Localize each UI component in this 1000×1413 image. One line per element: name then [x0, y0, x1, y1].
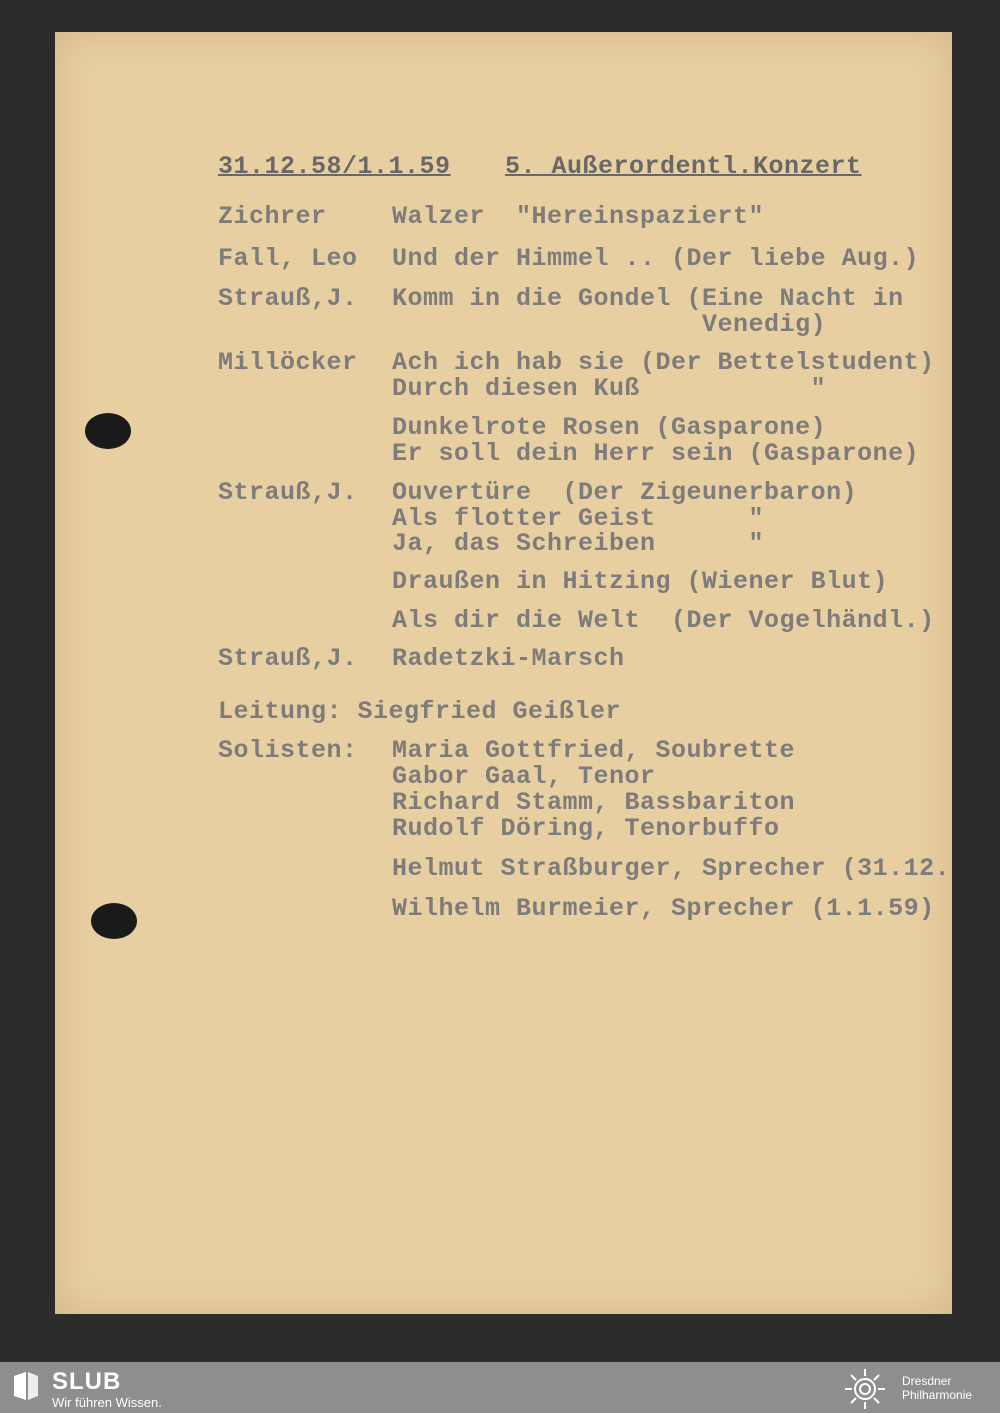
work-line: Venedig): [392, 310, 827, 339]
work-line: Ouvertüre (Der Zigeunerbaron): [392, 478, 858, 507]
work-line: Er soll dein Herr sein (Gasparone): [392, 439, 920, 468]
book-icon: [12, 1370, 40, 1402]
footer-bar: [0, 1362, 1000, 1413]
work-line: Und der Himmel .. (Der liebe Aug.): [392, 244, 920, 273]
soloist: Helmut Straßburger, Sprecher (31.12.: [392, 854, 951, 883]
work-line: Radetzki-Marsch: [392, 644, 625, 673]
header-title: 5. Außerordentl.Konzert: [505, 152, 862, 181]
header-date: 31.12.58/1.1.59: [218, 152, 451, 181]
philharmonie-logo-icon: [843, 1367, 887, 1411]
conductor: Leitung: Siegfried Geißler: [218, 697, 622, 726]
slub-brand: SLUB: [52, 1368, 122, 1395]
soloist: Maria Gottfried, Soubrette: [392, 736, 796, 765]
composer: Strauß,J.: [218, 284, 358, 313]
composer: Strauß,J.: [218, 644, 358, 673]
work-line: Durch diesen Kuß ": [392, 374, 827, 403]
work-line: Ach ich hab sie (Der Bettelstudent): [392, 348, 935, 377]
philharmonie-brand: [902, 1374, 972, 1402]
soloist: Wilhelm Burmeier, Sprecher (1.1.59): [392, 894, 935, 923]
soloist: Gabor Gaal, Tenor: [392, 762, 656, 791]
composer: Millöcker: [218, 348, 358, 377]
slub-tagline: Wir führen Wissen.: [52, 1395, 162, 1410]
composer: Zichrer: [218, 202, 327, 231]
work-line: Dunkelrote Rosen (Gasparone): [392, 413, 827, 442]
composer: Strauß,J.: [218, 478, 358, 507]
soloists-label: Solisten:: [218, 736, 358, 765]
soloist: Richard Stamm, Bassbariton: [392, 788, 796, 817]
philharmonie-line1: Dresdner: [902, 1374, 952, 1388]
work-line: Als dir die Welt (Der Vogelhändl.): [392, 606, 935, 635]
soloist: Rudolf Döring, Tenorbuffo: [392, 814, 780, 843]
composer: Fall, Leo: [218, 244, 358, 273]
document-page: [55, 32, 952, 1314]
work-line: Als flotter Geist ": [392, 504, 765, 533]
typed-text: [55, 32, 952, 1314]
work-line: Ja, das Schreiben ": [392, 529, 765, 558]
work-line: Walzer "Hereinspaziert": [392, 202, 765, 231]
work-line: Draußen in Hitzing (Wiener Blut): [392, 567, 889, 596]
philharmonie-line2: Philharmonie: [902, 1388, 973, 1402]
work-line: Komm in die Gondel (Eine Nacht in: [392, 284, 904, 313]
